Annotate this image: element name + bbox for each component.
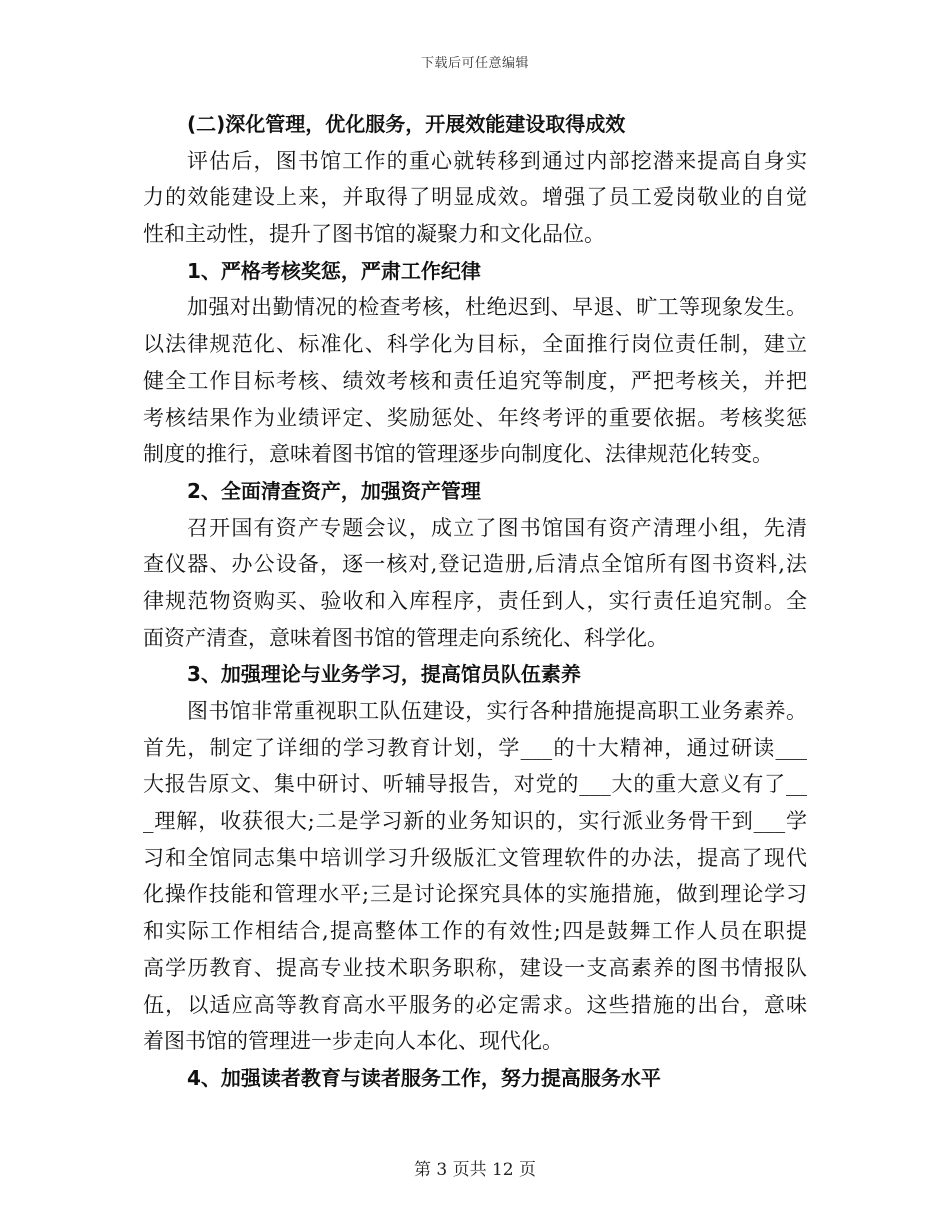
paragraph-line: 性和主动性，提升了图书馆的凝聚力和文化品位。: [143, 222, 605, 247]
paragraph-line: 健全工作目标考核、绩效考核和责任追究等制度，严把考核关，并把: [143, 368, 807, 393]
page-header-note: 下载后可任意编辑: [420, 56, 529, 71]
paragraph-line: 以法律规范化、标准化、科学化为目标，全面推行岗位责任制，建立: [143, 332, 807, 357]
paragraph-line: 图书馆非常重视职工队伍建设，实行各种措施提高职工业务素养。: [187, 699, 807, 723]
paragraph-line: 化操作技能和管理水平;三是讨论探究具体的实施措施，做到理论学习: [143, 882, 807, 907]
paragraph-line: 力的效能建设上来，并取得了明显成效。增强了员工爱岗敬业的自觉: [143, 185, 807, 210]
document-body: [143, 106, 807, 1097]
paragraph-line: 制度的推行，意味着图书馆的管理逐步向制度化、法律规范化转变。: [143, 442, 773, 467]
paragraph-line: 加强对出勤情况的检查考核，杜绝迟到、早退、旷工等现象发生。: [187, 295, 807, 320]
subsection-heading: 3、加强理论与业务学习，提高馆员队伍素养: [187, 662, 581, 687]
paragraph-line: 习和全馆同志集中培训学习升级版汇文管理软件的办法，提高了现代: [143, 845, 807, 870]
paragraph-line: _理解，收获很大;二是学习新的业务知识的，实行派业务骨干到___学: [143, 809, 807, 834]
section-heading: (二)深化管理，优化服务，开展效能建设取得成效: [187, 112, 626, 136]
page-number: 第 3 页共 12 页: [413, 1160, 537, 1180]
subsection-heading: 1、严格考核奖惩，严肃工作纪律: [187, 258, 481, 283]
paragraph-line: 着图书馆的管理进一步走向人本化、现代化。: [143, 1029, 563, 1054]
paragraph-line: 查仪器、办公设备，逐一核对,登记造册,后清点全馆所有图书资料,法: [143, 552, 807, 577]
paragraph-line: 首先，制定了详细的学习教育计划，学___的十大精神，通过研读___: [143, 735, 807, 760]
paragraph-line: 大报告原文、集中研讨、听辅导报告，对党的___大的重大意义有了__: [143, 772, 807, 797]
paragraph-line: 律规范物资购买、验收和入库程序，责任到人，实行责任追究制。全: [143, 588, 807, 613]
subsection-heading: 4、加强读者教育与读者服务工作，努力提高服务水平: [187, 1065, 661, 1090]
paragraph-line: 考核结果作为业绩评定、奖励惩处、年终考评的重要依据。考核奖惩: [143, 405, 807, 430]
paragraph-line: 伍，以适应高等教育高水平服务的必定需求。这些措施的出台，意味: [143, 992, 807, 1017]
paragraph-line: 面资产清查，意味着图书馆的管理走向系统化、科学化。: [143, 625, 668, 650]
paragraph-line: 召开国有资产专题会议，成立了图书馆国有资产清理小组，先清: [187, 515, 807, 540]
paragraph-line: 评估后，图书馆工作的重心就转移到通过内部挖潜来提高自身实: [187, 148, 807, 173]
paragraph-line: 和实际工作相结合,提高整体工作的有效性;四是鼓舞工作人员在职提: [143, 919, 807, 944]
subsection-heading: 2、全面清查资产，加强资产管理: [187, 478, 481, 503]
paragraph-line: 高学历教育、提高专业技术职务职称，建设一支高素养的图书情报队: [143, 955, 807, 980]
